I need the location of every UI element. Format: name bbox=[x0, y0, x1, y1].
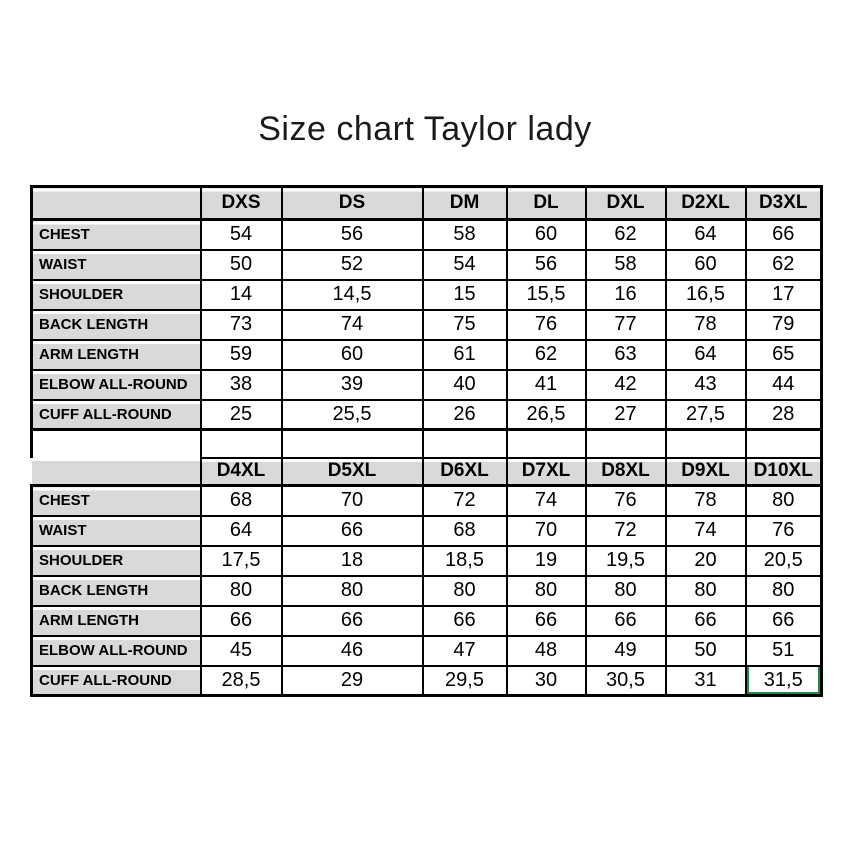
measurement-value-cell: 77 bbox=[586, 310, 666, 340]
measurement-value-cell: 27,5 bbox=[666, 400, 746, 430]
measurement-value-cell: 25,5 bbox=[282, 400, 423, 430]
measurement-value-cell: 19 bbox=[507, 546, 586, 576]
measurement-value-cell: 64 bbox=[666, 220, 746, 250]
measurement-value-cell: 70 bbox=[282, 486, 423, 516]
measurement-label: SHOULDER bbox=[32, 546, 201, 576]
measurement-value-cell: 62 bbox=[586, 220, 666, 250]
measurement-value-cell: 66 bbox=[746, 606, 822, 636]
measurement-value-cell: 80 bbox=[746, 576, 822, 606]
measurement-value-cell: 76 bbox=[507, 310, 586, 340]
measurement-value-cell: 66 bbox=[507, 606, 586, 636]
measurement-label: ARM LENGTH bbox=[32, 340, 201, 370]
measurement-value-cell: 49 bbox=[586, 636, 666, 666]
measurement-value-cell: 44 bbox=[746, 370, 822, 400]
measurement-value-cell: 51 bbox=[746, 636, 822, 666]
measurement-value-cell: 16,5 bbox=[666, 280, 746, 310]
measurement-value-cell: 66 bbox=[586, 606, 666, 636]
separator-cell bbox=[746, 430, 822, 458]
measurement-value-cell: 56 bbox=[282, 220, 423, 250]
measurement-value-cell: 66 bbox=[282, 516, 423, 546]
measurement-value-cell: 29 bbox=[282, 666, 423, 696]
measurement-value-cell: 52 bbox=[282, 250, 423, 280]
measurement-value-cell: 70 bbox=[507, 516, 586, 546]
measurement-label: CUFF ALL-ROUND bbox=[32, 666, 201, 696]
measurement-row bbox=[32, 516, 822, 546]
measurement-value-cell: 54 bbox=[423, 250, 507, 280]
measurement-value-cell: 73 bbox=[201, 310, 282, 340]
measurement-label: ELBOW ALL-ROUND bbox=[32, 370, 201, 400]
measurement-value-cell: 61 bbox=[423, 340, 507, 370]
size-column-header: DS bbox=[282, 187, 423, 220]
measurement-value-cell: 48 bbox=[507, 636, 586, 666]
measurement-value-cell: 15,5 bbox=[507, 280, 586, 310]
corner-cell bbox=[32, 187, 201, 220]
measurement-value-cell: 66 bbox=[666, 606, 746, 636]
measurement-value-cell: 80 bbox=[746, 486, 822, 516]
measurement-value-cell: 17,5 bbox=[201, 546, 282, 576]
measurement-value-cell: 14,5 bbox=[282, 280, 423, 310]
measurement-value-cell: 80 bbox=[507, 576, 586, 606]
measurement-label: BACK LENGTH bbox=[32, 576, 201, 606]
measurement-value-cell: 30 bbox=[507, 666, 586, 696]
measurement-value-cell: 60 bbox=[282, 340, 423, 370]
measurement-label: CUFF ALL-ROUND bbox=[32, 400, 201, 430]
measurement-value-cell: 76 bbox=[586, 486, 666, 516]
measurement-value-cell: 74 bbox=[507, 486, 586, 516]
measurement-value-cell: 80 bbox=[282, 576, 423, 606]
separator-label-cell bbox=[32, 430, 201, 458]
measurement-value-cell: 50 bbox=[666, 636, 746, 666]
measurement-value-cell: 76 bbox=[746, 516, 822, 546]
measurement-row bbox=[32, 606, 822, 636]
measurement-label: ARM LENGTH bbox=[32, 606, 201, 636]
measurement-label: SHOULDER bbox=[32, 280, 201, 310]
measurement-value-cell: 54 bbox=[201, 220, 282, 250]
measurement-value-cell: 41 bbox=[507, 370, 586, 400]
size-column-header: D2XL bbox=[666, 187, 746, 220]
measurement-row bbox=[32, 486, 822, 516]
measurement-value-cell: 28,5 bbox=[201, 666, 282, 696]
measurement-value-cell: 78 bbox=[666, 486, 746, 516]
measurement-value-cell: 68 bbox=[201, 486, 282, 516]
measurement-value-cell: 62 bbox=[746, 250, 822, 280]
separator-cell bbox=[282, 430, 423, 458]
measurement-value-cell: 74 bbox=[666, 516, 746, 546]
measurement-value-cell: 59 bbox=[201, 340, 282, 370]
measurement-value-cell: 60 bbox=[666, 250, 746, 280]
measurement-value-cell: 66 bbox=[423, 606, 507, 636]
measurement-row bbox=[32, 666, 822, 696]
measurement-row bbox=[32, 370, 822, 400]
size-column-header: DM bbox=[423, 187, 507, 220]
measurement-value-cell: 63 bbox=[586, 340, 666, 370]
measurement-value-cell: 74 bbox=[282, 310, 423, 340]
measurement-value-cell: 46 bbox=[282, 636, 423, 666]
measurement-value-cell: 58 bbox=[586, 250, 666, 280]
measurement-value-cell: 20,5 bbox=[746, 546, 822, 576]
measurement-value-cell: 62 bbox=[507, 340, 586, 370]
measurement-value-cell: 30,5 bbox=[586, 666, 666, 696]
measurement-value-cell: 20 bbox=[666, 546, 746, 576]
measurement-value-cell: 66 bbox=[746, 220, 822, 250]
measurement-value-cell: 80 bbox=[586, 576, 666, 606]
measurement-value-cell: 18 bbox=[282, 546, 423, 576]
measurement-value-cell: 66 bbox=[201, 606, 282, 636]
measurement-value-cell: 42 bbox=[586, 370, 666, 400]
measurement-row bbox=[32, 546, 822, 576]
measurement-value-cell: 50 bbox=[201, 250, 282, 280]
measurement-label: WAIST bbox=[32, 250, 201, 280]
measurement-value-cell: 39 bbox=[282, 370, 423, 400]
measurement-value-cell: 28 bbox=[746, 400, 822, 430]
measurement-value-cell: 19,5 bbox=[586, 546, 666, 576]
separator-cell bbox=[666, 430, 746, 458]
measurement-value-cell: 56 bbox=[507, 250, 586, 280]
measurement-value-cell: 17 bbox=[746, 280, 822, 310]
size-column-header: DL bbox=[507, 187, 586, 220]
measurement-label: WAIST bbox=[32, 516, 201, 546]
measurement-label: CHEST bbox=[32, 220, 201, 250]
measurement-row bbox=[32, 400, 822, 430]
measurement-value-cell: 64 bbox=[201, 516, 282, 546]
measurement-value-cell: 68 bbox=[423, 516, 507, 546]
measurement-value-cell: 80 bbox=[423, 576, 507, 606]
measurement-value-cell: 15 bbox=[423, 280, 507, 310]
measurement-value-cell: 26,5 bbox=[507, 400, 586, 430]
size-column-header: DXS bbox=[201, 187, 282, 220]
measurement-label: ELBOW ALL-ROUND bbox=[32, 636, 201, 666]
measurement-row bbox=[32, 310, 822, 340]
measurement-row bbox=[32, 340, 822, 370]
size-column-header: D9XL bbox=[666, 458, 746, 486]
size-column-header: D7XL bbox=[507, 458, 586, 486]
measurement-value-cell: 47 bbox=[423, 636, 507, 666]
measurement-row bbox=[32, 280, 822, 310]
size-column-header: D4XL bbox=[201, 458, 282, 486]
measurement-row bbox=[32, 636, 822, 666]
measurement-value-cell: 45 bbox=[201, 636, 282, 666]
measurement-value-cell: 80 bbox=[201, 576, 282, 606]
size-chart-table bbox=[30, 185, 823, 697]
corner-cell-2 bbox=[32, 458, 201, 486]
measurement-row bbox=[32, 220, 822, 250]
separator-cell bbox=[586, 430, 666, 458]
measurement-label: BACK LENGTH bbox=[32, 310, 201, 340]
separator-cell bbox=[423, 430, 507, 458]
size-column-header: D5XL bbox=[282, 458, 423, 486]
measurement-value-cell: 16 bbox=[586, 280, 666, 310]
page-title: Size chart Taylor lady bbox=[258, 110, 592, 148]
size-column-header: DXL bbox=[586, 187, 666, 220]
measurement-value-cell: 66 bbox=[282, 606, 423, 636]
measurement-value-cell: 14 bbox=[201, 280, 282, 310]
measurement-value-cell: 18,5 bbox=[423, 546, 507, 576]
measurement-value-cell: 72 bbox=[423, 486, 507, 516]
size-header-row-1 bbox=[32, 187, 822, 220]
measurement-value-cell: 65 bbox=[746, 340, 822, 370]
measurement-value-cell: 43 bbox=[666, 370, 746, 400]
separator-cell bbox=[507, 430, 586, 458]
measurement-value-cell: 60 bbox=[507, 220, 586, 250]
measurement-value-cell: 25 bbox=[201, 400, 282, 430]
measurement-value-cell: 58 bbox=[423, 220, 507, 250]
measurement-value-cell: 29,5 bbox=[423, 666, 507, 696]
size-column-header: D6XL bbox=[423, 458, 507, 486]
measurement-value-cell: 78 bbox=[666, 310, 746, 340]
measurement-value-cell: 80 bbox=[666, 576, 746, 606]
measurement-value-cell: 38 bbox=[201, 370, 282, 400]
measurement-value-cell: 72 bbox=[586, 516, 666, 546]
separator-cell bbox=[201, 430, 282, 458]
active-cell: 31,5 bbox=[746, 666, 822, 696]
measurement-value-cell: 79 bbox=[746, 310, 822, 340]
measurement-value-cell: 31 bbox=[666, 666, 746, 696]
separator-row bbox=[32, 430, 822, 458]
measurement-value-cell: 64 bbox=[666, 340, 746, 370]
measurement-row bbox=[32, 576, 822, 606]
measurement-label: CHEST bbox=[32, 486, 201, 516]
measurement-value-cell: 27 bbox=[586, 400, 666, 430]
measurement-value-cell: 75 bbox=[423, 310, 507, 340]
measurement-value-cell: 40 bbox=[423, 370, 507, 400]
size-chart-body bbox=[32, 187, 822, 696]
measurement-value-cell: 26 bbox=[423, 400, 507, 430]
size-column-header: D10XL bbox=[746, 458, 822, 486]
size-column-header: D3XL bbox=[746, 187, 822, 220]
size-header-row-2 bbox=[32, 458, 822, 486]
measurement-row bbox=[32, 250, 822, 280]
size-column-header: D8XL bbox=[586, 458, 666, 486]
